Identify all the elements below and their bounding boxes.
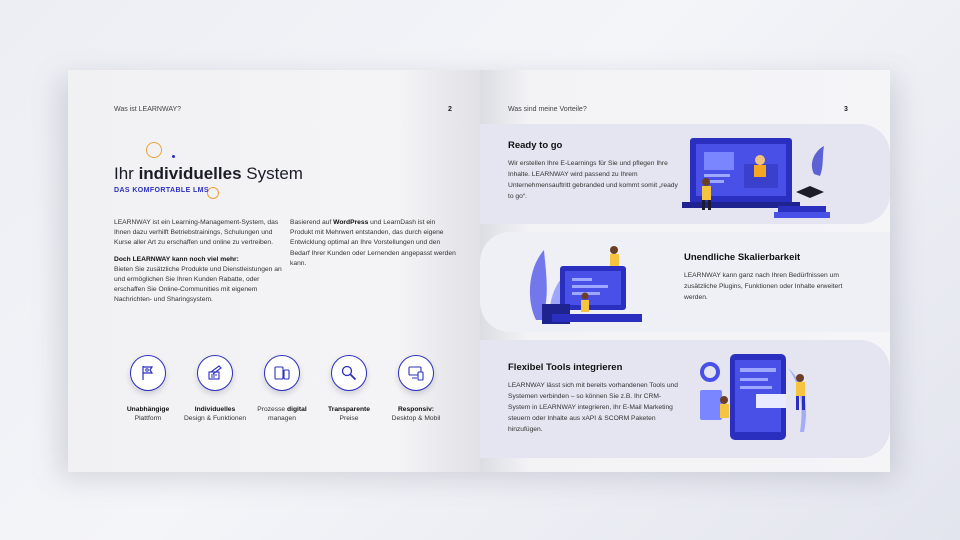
- section-text: Wir erstellen Ihre E-Learnings für Sie und pflegen Ihre Inhalte. LEARNWAY wird passend zu Ihrem Unternehmensauftritt gebranded und kommt somit „ready to go“.: [508, 160, 678, 200]
- intro-paragraph: LEARNWAY ist ein Learning-Management-System, das Ihnen dazu verhilft Betriebstrainings, Schulungen und Kurse aller Art zu erschaffen und online zu vertreiben.: [114, 219, 279, 247]
- flag-icon: [130, 355, 166, 391]
- tools-illustration: [696, 342, 826, 446]
- feature-design: Individuelles Design & Funktionen: [182, 355, 248, 423]
- section-title: Unendliche Skalierbarkeit: [684, 252, 801, 263]
- tools-icon: [197, 355, 233, 391]
- page-title: Ihr individuelles System: [114, 164, 303, 183]
- feature-digital: Prozesse digital managen: [249, 355, 315, 423]
- section-text: LEARNWAY kann ganz nach Ihren Bedürfnissen um zusätzliche Plugins, Funktionen oder Inhalte erweitert werden.: [684, 272, 843, 301]
- decor-circle: [146, 142, 162, 158]
- decor-dot: [172, 155, 175, 158]
- intro-paragraph: Doch LEARNWAY kann noch viel mehr: Bieten Sie zusätzliche Produkte und Dienstleistungen an und ermöglichen Sie Ihren Kunden Rabatte, oder erschaffen Sie Online-Communities mit eigenem Nachrichten- und Sharingsystem.: [114, 255, 282, 304]
- feature-platform: Unabhängige Plattform: [115, 355, 181, 423]
- magnifier-icon: [331, 355, 367, 391]
- section-text: LEARNWAY lässt sich mit bereits vorhandenen Tools und Systemen verbinden – so können Sie z.B. Ihr CRM-System in LEARNWAY integrieren, Ihr E-Mail Marketing steuern oder Inhalte aus xAPI & SCORM Paketen hinzufügen.: [508, 382, 678, 433]
- intro-column-2: [290, 218, 458, 275]
- page-header: Was sind meine Vorteile?: [508, 106, 587, 113]
- page-subtitle: DAS KOMFORTABLE LMS: [114, 187, 209, 194]
- intro-column-1: [114, 218, 282, 312]
- intro-paragraph: Basierend auf WordPress und LearnDash ist ein Produkt mit Mehrwert entstanden, das durch eigene Entwicklung optimal an Ihre Vorstellungen und den Bedarf Ihrer Kunden oder Lernenden angepasst werden kann.: [290, 219, 456, 267]
- page-number: 3: [844, 106, 848, 113]
- ready-to-go-illustration: [682, 134, 832, 220]
- section-title: Ready to go: [508, 140, 563, 151]
- page-number: 2: [448, 106, 452, 113]
- left-page: [68, 70, 480, 472]
- scalability-illustration: [522, 230, 646, 330]
- devices-icon: [264, 355, 300, 391]
- section-title: Flexibel Tools integrieren: [508, 362, 623, 373]
- feature-prices: Transparente Preise: [316, 355, 382, 423]
- right-page: [480, 70, 890, 472]
- feature-responsive: Responsiv: Desktop & Mobil: [383, 355, 449, 423]
- page-header: Was ist LEARNWAY?: [114, 106, 182, 113]
- responsive-icon: [398, 355, 434, 391]
